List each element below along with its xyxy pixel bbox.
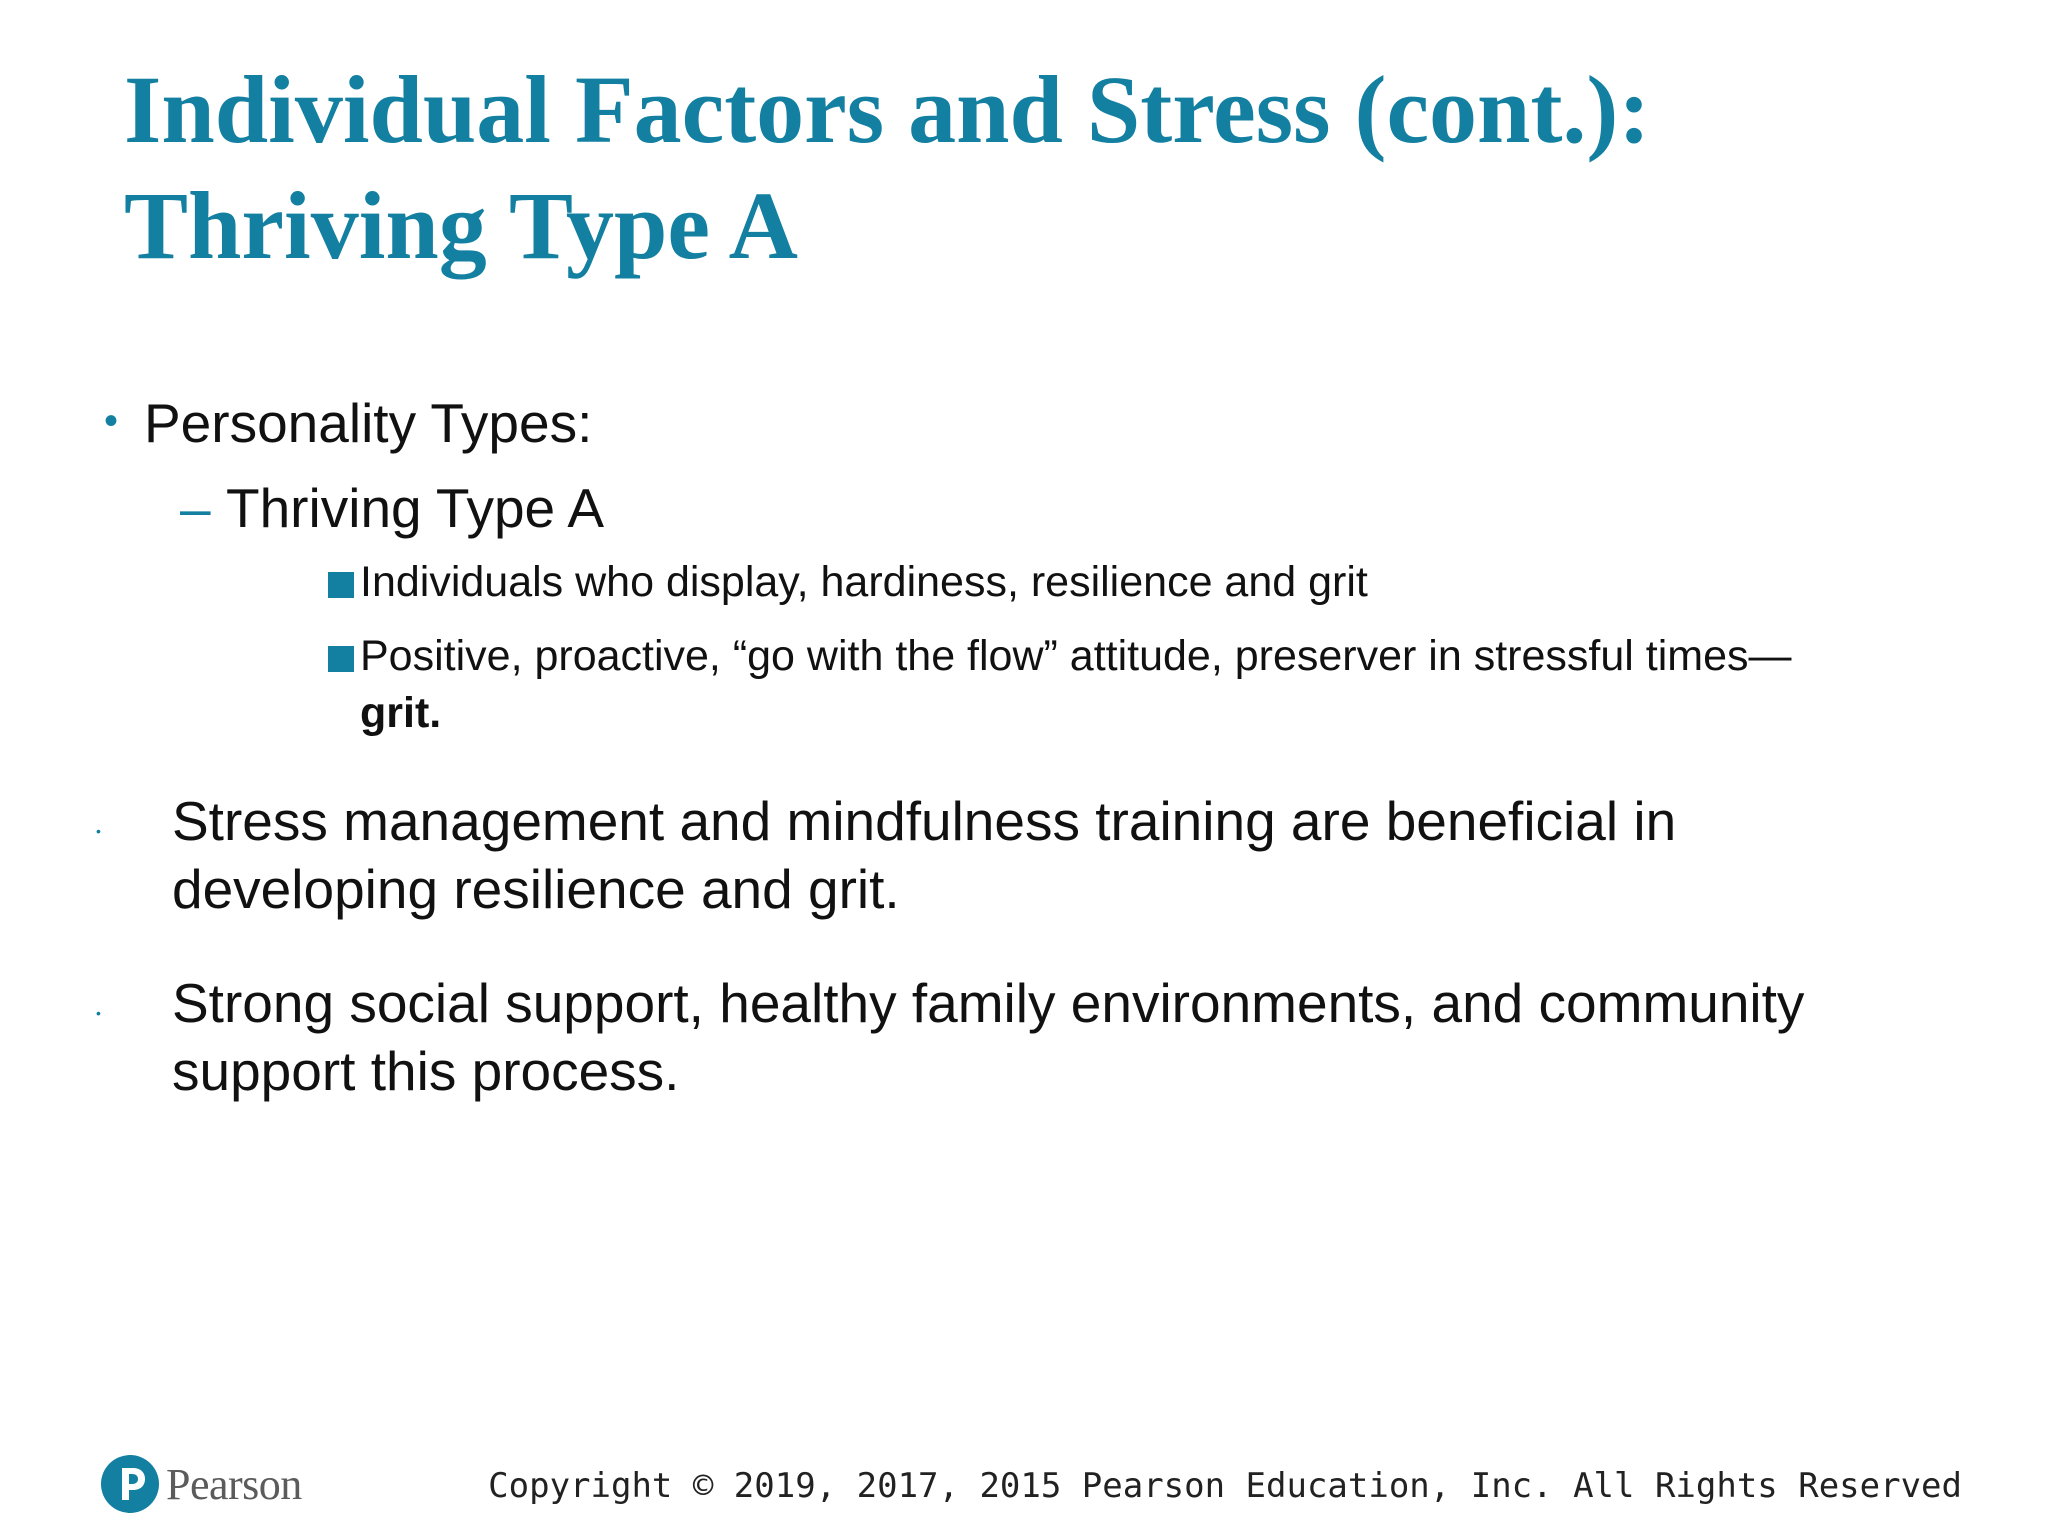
bullet-personality-types: [104, 388, 592, 456]
paragraph-stress-management: [96, 787, 1972, 923]
dash-icon: –: [180, 477, 211, 539]
paragraph-line: Strong social support, healthy family environments, and community: [172, 972, 1805, 1034]
paragraph-line: developing resilience and grit.: [172, 858, 900, 920]
title-line-1: Individual Factors and Stress (cont.):: [124, 56, 1651, 163]
bullet-text: Personality Types:: [144, 392, 593, 454]
bullet-dot-icon: •: [96, 823, 101, 839]
title-line-2: Thriving Type A: [124, 172, 798, 279]
bullet-dot-icon: •: [96, 1005, 101, 1021]
subbullet-thriving-type-a: [180, 475, 604, 541]
detail-bold-tail: grit.: [360, 689, 442, 737]
subbullet-text: Thriving Type A: [226, 477, 605, 539]
detail-text: Positive, proactive, “go with the flow” attitude, preserver in stressful times—: [360, 632, 1792, 680]
detail-item-2: [328, 628, 1948, 742]
square-bullet-icon: [328, 572, 354, 598]
copyright-notice: Copyright © 2019, 2017, 2015 Pearson Education, Inc. All Rights Reserved: [488, 1466, 1962, 1506]
pearson-logo: [100, 1454, 302, 1514]
paragraph-line: support this process.: [172, 1040, 680, 1102]
paragraph-line: Stress management and mindfulness training are beneficial in: [172, 790, 1677, 852]
detail-item-1: [328, 554, 1368, 611]
bullet-dot-icon: •: [104, 399, 119, 443]
paragraph-social-support: [96, 969, 1972, 1105]
brand-name: Pearson: [166, 1459, 302, 1509]
detail-text: Individuals who display, hardiness, resilience and grit: [360, 558, 1368, 606]
pearson-p-icon: [100, 1454, 160, 1514]
square-bullet-icon: [328, 646, 354, 672]
